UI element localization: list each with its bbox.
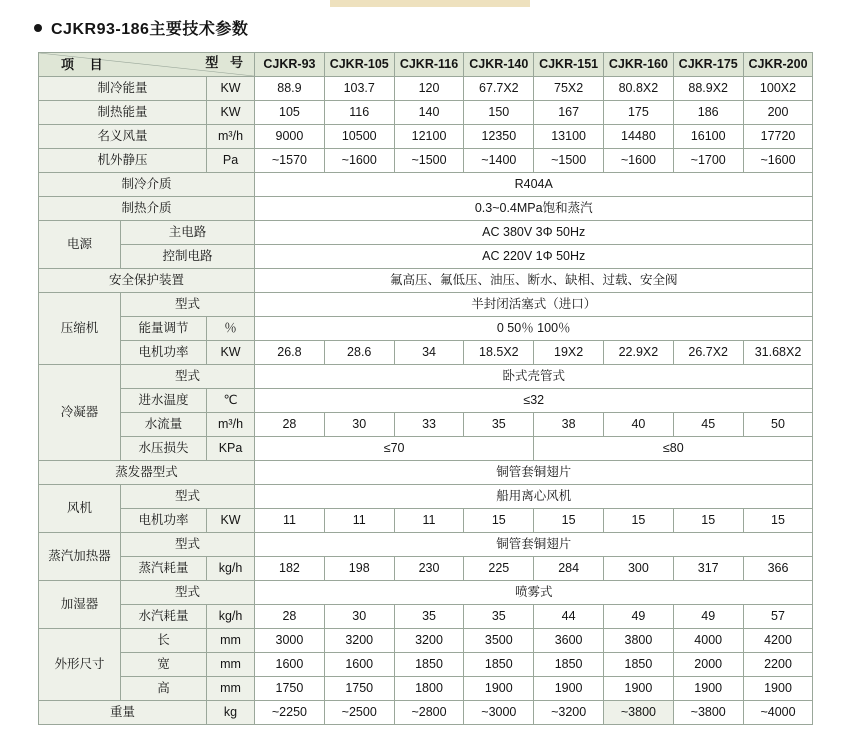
- cell-value: 35: [464, 605, 534, 629]
- row-label-fan-type: 型式: [121, 485, 255, 509]
- cell-value: 230: [394, 557, 464, 581]
- row-label-steam-heater-type: 型式: [121, 533, 255, 557]
- cell-value: 28.6: [324, 341, 394, 365]
- page-title: [34, 16, 248, 39]
- cell-value: 1900: [743, 677, 813, 701]
- header-corner-cell: [39, 53, 255, 77]
- row-unit-external-static-pressure: Pa: [207, 149, 255, 173]
- cell-value: ~3000: [464, 701, 534, 725]
- row-label-main-circuit: 主电路: [121, 221, 255, 245]
- cell-value: ~1500: [534, 149, 604, 173]
- cell-value: 19X2: [534, 341, 604, 365]
- cell-value: 12350: [464, 125, 534, 149]
- table-row: [39, 293, 813, 317]
- cell-value: 3600: [534, 629, 604, 653]
- row-unit-steam-consumption: kg/h: [207, 557, 255, 581]
- group-label-condenser: 冷凝器: [39, 365, 121, 461]
- table-row: [39, 461, 813, 485]
- cell-value: 3800: [604, 629, 674, 653]
- row-label-heating-medium: 制热介质: [39, 197, 255, 221]
- cell-value: 88.9: [255, 77, 325, 101]
- cell-value: 88.9X2: [673, 77, 743, 101]
- row-unit-compressor-motor-power: KW: [207, 341, 255, 365]
- cell-value-merged: 喷雾式: [255, 581, 813, 605]
- cell-value: 50: [743, 413, 813, 437]
- cell-value: 1900: [464, 677, 534, 701]
- header-model-label: 型 号: [205, 55, 248, 70]
- cell-value: ~1700: [673, 149, 743, 173]
- cell-value: 35: [464, 413, 534, 437]
- cell-value-merged: 氟高压、氟低压、油压、断水、缺相、过载、安全阀: [255, 269, 813, 293]
- cell-value-merged: 0.3~0.4MPa饱和蒸汽: [255, 197, 813, 221]
- group-label-dimensions: 外形尺寸: [39, 629, 121, 701]
- cell-value: ~2500: [324, 701, 394, 725]
- table-row: [39, 677, 813, 701]
- table-row: [39, 149, 813, 173]
- row-label-refrigerant: 制冷介质: [39, 173, 255, 197]
- table-row: [39, 317, 813, 341]
- cell-value: 317: [673, 557, 743, 581]
- row-unit-fan-motor-power: KW: [207, 509, 255, 533]
- spec-table: [38, 52, 813, 725]
- cell-value: ~1400: [464, 149, 534, 173]
- cell-value: ~2800: [394, 701, 464, 725]
- row-label-evaporator-type: 蒸发器型式: [39, 461, 255, 485]
- cell-value: 49: [604, 605, 674, 629]
- cell-value: 1850: [604, 653, 674, 677]
- column-header-4: CJKR-140: [464, 53, 534, 77]
- row-label-water-flow: 水流量: [121, 413, 207, 437]
- cell-value: ~3800: [604, 701, 674, 725]
- cell-value: 67.7X2: [464, 77, 534, 101]
- cell-value: 1850: [394, 653, 464, 677]
- cell-value: 26.7X2: [673, 341, 743, 365]
- bullet-icon: [34, 24, 42, 32]
- group-label-steam-heater: 蒸汽加热器: [39, 533, 121, 581]
- table-row: [39, 245, 813, 269]
- column-header-2: CJKR-105: [324, 53, 394, 77]
- cell-value: 15: [743, 509, 813, 533]
- cell-value: 167: [534, 101, 604, 125]
- cell-value: 18.5X2: [464, 341, 534, 365]
- cell-value: 30: [324, 413, 394, 437]
- row-label-water-pressure-loss: 水压损失: [121, 437, 207, 461]
- cell-value: 30: [324, 605, 394, 629]
- cell-value: ~1500: [394, 149, 464, 173]
- cell-value: ~1600: [604, 149, 674, 173]
- cell-value-merged: 铜管套铜翅片: [255, 461, 813, 485]
- cell-value: 75X2: [534, 77, 604, 101]
- cell-value: ~2250: [255, 701, 325, 725]
- cell-value: 2000: [673, 653, 743, 677]
- cell-value: 12100: [394, 125, 464, 149]
- cell-value: 120: [394, 77, 464, 101]
- column-header-6: CJKR-160: [604, 53, 674, 77]
- row-unit-water-flow: m³/h: [207, 413, 255, 437]
- cell-value: 198: [324, 557, 394, 581]
- cell-value: 284: [534, 557, 604, 581]
- cell-value: 44: [534, 605, 604, 629]
- cell-value: 15: [464, 509, 534, 533]
- cell-value: 31.68X2: [743, 341, 813, 365]
- cell-value-merged: 0 50％ 100％: [255, 317, 813, 341]
- cell-value: 116: [324, 101, 394, 125]
- cell-value: 3500: [464, 629, 534, 653]
- cell-value: 15: [534, 509, 604, 533]
- cell-value: 4200: [743, 629, 813, 653]
- cell-value: 11: [324, 509, 394, 533]
- cell-value: 3200: [324, 629, 394, 653]
- cell-value: 1600: [255, 653, 325, 677]
- cell-value: 49: [673, 605, 743, 629]
- cell-value: 35: [394, 605, 464, 629]
- row-label-water-vapor-consumption: 水汽耗量: [121, 605, 207, 629]
- row-label-condenser-type: 型式: [121, 365, 255, 389]
- row-unit-inlet-water-temp: ℃: [207, 389, 255, 413]
- cell-value: 22.9X2: [604, 341, 674, 365]
- table-row: [39, 533, 813, 557]
- cell-value: 4000: [673, 629, 743, 653]
- cell-value: ~1600: [324, 149, 394, 173]
- cell-value: 80.8X2: [604, 77, 674, 101]
- cell-value: 40: [604, 413, 674, 437]
- table-row: [39, 341, 813, 365]
- row-label-humidifier-type: 型式: [121, 581, 255, 605]
- row-label-length: 长: [121, 629, 207, 653]
- cell-value-merged: 半封闭活塞式（进口）: [255, 293, 813, 317]
- table-row: [39, 557, 813, 581]
- cell-value: 17720: [743, 125, 813, 149]
- cell-value: 1850: [464, 653, 534, 677]
- group-label-fan: 风机: [39, 485, 121, 533]
- cell-value: 150: [464, 101, 534, 125]
- row-label-inlet-water-temp: 进水温度: [121, 389, 207, 413]
- column-header-1: CJKR-93: [255, 53, 325, 77]
- cell-value: 9000: [255, 125, 325, 149]
- column-header-7: CJKR-175: [673, 53, 743, 77]
- row-label-fan-motor-power: 电机功率: [121, 509, 207, 533]
- row-label-compressor-type: 型式: [121, 293, 255, 317]
- cell-value: 1750: [255, 677, 325, 701]
- cell-value: 15: [673, 509, 743, 533]
- row-unit-water-vapor-consumption: kg/h: [207, 605, 255, 629]
- table-row: [39, 77, 813, 101]
- table-row: [39, 125, 813, 149]
- row-unit-weight: kg: [207, 701, 255, 725]
- cell-value: 11: [255, 509, 325, 533]
- cell-value: 26.8: [255, 341, 325, 365]
- cell-value: 225: [464, 557, 534, 581]
- cell-value: 2200: [743, 653, 813, 677]
- table-row: [39, 365, 813, 389]
- row-unit-nominal-airflow: m³/h: [207, 125, 255, 149]
- cell-value: ~3800: [673, 701, 743, 725]
- cell-value: ~1600: [743, 149, 813, 173]
- group-label-power-supply: 电源: [39, 221, 121, 269]
- group-label-humidifier: 加湿器: [39, 581, 121, 629]
- cell-value: 15: [604, 509, 674, 533]
- table-row: [39, 389, 813, 413]
- row-label-cooling-capacity: 制冷能量: [39, 77, 207, 101]
- row-unit-cooling-capacity: KW: [207, 77, 255, 101]
- cell-value-merged: AC 220V 1Φ 50Hz: [255, 245, 813, 269]
- row-label-height: 高: [121, 677, 207, 701]
- table-row: [39, 485, 813, 509]
- cell-value: 57: [743, 605, 813, 629]
- cell-value: ~3200: [534, 701, 604, 725]
- column-header-3: CJKR-116: [394, 53, 464, 77]
- cell-value: 3000: [255, 629, 325, 653]
- header-item-label: 项 目: [61, 57, 109, 73]
- cell-value: 186: [673, 101, 743, 125]
- row-unit-capacity-control: ％: [207, 317, 255, 341]
- page-top-strip: [330, 0, 530, 7]
- cell-value-merged-right: ≤80: [534, 437, 813, 461]
- cell-value: 45: [673, 413, 743, 437]
- cell-value-merged: R404A: [255, 173, 813, 197]
- cell-value: 1900: [604, 677, 674, 701]
- cell-value: 28: [255, 605, 325, 629]
- cell-value: 28: [255, 413, 325, 437]
- row-label-weight: 重量: [39, 701, 207, 725]
- cell-value: 1750: [324, 677, 394, 701]
- table-header-row: [39, 53, 813, 77]
- cell-value-merged: ≤32: [255, 389, 813, 413]
- cell-value: 14480: [604, 125, 674, 149]
- cell-value: 103.7: [324, 77, 394, 101]
- cell-value: 11: [394, 509, 464, 533]
- group-label-compressor: 压缩机: [39, 293, 121, 365]
- cell-value: 13100: [534, 125, 604, 149]
- cell-value: 10500: [324, 125, 394, 149]
- row-label-nominal-airflow: 名义风量: [39, 125, 207, 149]
- cell-value-merged: 铜管套铜翅片: [255, 533, 813, 557]
- cell-value: 300: [604, 557, 674, 581]
- cell-value: 105: [255, 101, 325, 125]
- row-label-steam-consumption: 蒸汽耗量: [121, 557, 207, 581]
- cell-value: 33: [394, 413, 464, 437]
- row-label-width: 宽: [121, 653, 207, 677]
- table-row: [39, 197, 813, 221]
- table-row: [39, 509, 813, 533]
- cell-value: 182: [255, 557, 325, 581]
- spec-table-container: [38, 52, 813, 725]
- cell-value: 140: [394, 101, 464, 125]
- cell-value: 3200: [394, 629, 464, 653]
- cell-value: 1600: [324, 653, 394, 677]
- table-row: [39, 413, 813, 437]
- row-label-capacity-control: 能量调节: [121, 317, 207, 341]
- row-unit-water-pressure-loss: KPa: [207, 437, 255, 461]
- row-unit-heating-capacity: KW: [207, 101, 255, 125]
- cell-value: 1800: [394, 677, 464, 701]
- table-row: [39, 269, 813, 293]
- row-label-external-static-pressure: 机外静压: [39, 149, 207, 173]
- page-title-text: CJKR93-186主要技术参数: [51, 21, 249, 38]
- table-row: [39, 605, 813, 629]
- table-row: [39, 437, 813, 461]
- row-label-compressor-motor-power: 电机功率: [121, 341, 207, 365]
- cell-value-merged: 船用离心风机: [255, 485, 813, 509]
- row-label-heating-capacity: 制热能量: [39, 101, 207, 125]
- table-row: [39, 101, 813, 125]
- table-row: [39, 653, 813, 677]
- column-header-5: CJKR-151: [534, 53, 604, 77]
- table-row: [39, 221, 813, 245]
- cell-value-merged: AC 380V 3Φ 50Hz: [255, 221, 813, 245]
- cell-value: 100X2: [743, 77, 813, 101]
- cell-value: 1900: [673, 677, 743, 701]
- cell-value: 34: [394, 341, 464, 365]
- table-row: [39, 581, 813, 605]
- cell-value: 1900: [534, 677, 604, 701]
- cell-value-merged-left: ≤70: [255, 437, 534, 461]
- cell-value: 175: [604, 101, 674, 125]
- cell-value: ~1570: [255, 149, 325, 173]
- row-unit-width: mm: [207, 653, 255, 677]
- cell-value: ~4000: [743, 701, 813, 725]
- cell-value: 200: [743, 101, 813, 125]
- row-label-safety-devices: 安全保护装置: [39, 269, 255, 293]
- cell-value: 16100: [673, 125, 743, 149]
- row-label-control-circuit: 控制电路: [121, 245, 255, 269]
- cell-value: 1850: [534, 653, 604, 677]
- table-row: [39, 629, 813, 653]
- cell-value-merged: 卧式壳管式: [255, 365, 813, 389]
- table-row: [39, 701, 813, 725]
- column-header-8: CJKR-200: [743, 53, 813, 77]
- row-unit-height: mm: [207, 677, 255, 701]
- cell-value: 38: [534, 413, 604, 437]
- row-unit-length: mm: [207, 629, 255, 653]
- cell-value: 366: [743, 557, 813, 581]
- table-row: [39, 173, 813, 197]
